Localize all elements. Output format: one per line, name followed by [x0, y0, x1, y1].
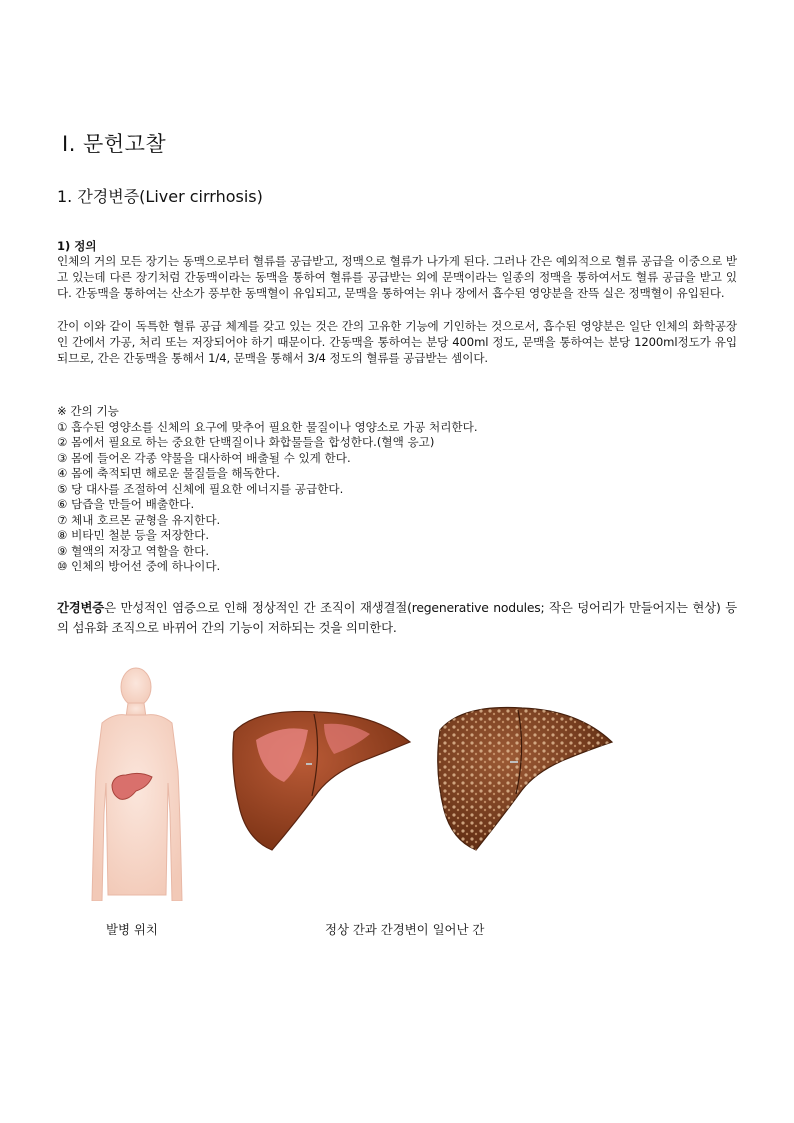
function-item: ⑥ 담즙을 만들어 배출한다. [57, 497, 195, 511]
function-item: ⑤ 당 대사를 조절하여 신체에 필요한 에너지를 공급한다. [57, 481, 344, 496]
figure-caption-location: 발병 위치 [106, 922, 158, 937]
function-item: ⑩ 인체의 방어선 중에 하나이다. [57, 559, 221, 573]
function-item: ⑨ 혈액의 저장고 역할을 한다. [57, 543, 210, 558]
figure-caption-comparison: 정상 간과 간경변이 일어난 간 [325, 922, 485, 937]
definition-term: 간경변증 [57, 600, 105, 615]
function-item: ③ 몸에 들어온 각종 약물을 대사하여 배출될 수 있게 한다. [57, 450, 351, 465]
body-liver-location-figure [78, 663, 190, 901]
definition-text: 은 만성적인 염증으로 인해 정상적인 간 조직이 재생결절(regenerative nodules; 작은 덩어리가 만들어지는 현상) 등의 섬유화 조직으로 바뀌어 간의 기능이 저하되는 것을 의미한다. [57, 600, 737, 635]
cirrhosis-definition [57, 598, 737, 638]
paragraph-blood-supply: 인체의 거의 모든 장기는 동맥으로부터 혈류를 공급받고, 정맥으로 혈류가 나가게 된다. 그러나 간은 예외적으로 혈류 공급을 이중으로 받고 있는데 다른 장기처럼 간동맥이라는 동맥을 통하여 혈류를 공급받는 외에 문맥이라는 일종의 정맥을 통하여서도 혈류 공급을 받고 있다. 간동맥을 통하여는 산소가 풍부한 동맥혈이 유입되고, 문맥을 통하여는 위나 장에서 흡수된 영양분을 잔뜩 실은 정맥혈이 유입된다. [57, 254, 737, 300]
paragraph-blood-ratio: 간이 이와 같이 독특한 혈류 공급 체계를 갖고 있는 것은 간의 고유한 기능에 기인하는 것으로서, 흡수된 영양분은 일단 인체의 화학공장인 간에서 가공, 처리 또는 저장되어야 하기 때문이다. 간동맥을 통하여는 분당 400ml 정도, 문맥을 통하여는 분당 1200ml정도가 유입되므로, 간은 간동맥을 통해서 1/4, 문맥을 통해서 3/4 정도의 혈류를 공급받는 셈이다. [57, 319, 737, 365]
function-item: ④ 몸에 축적되면 해로운 물질들을 해독한다. [57, 466, 280, 480]
normal-liver-image [233, 711, 410, 850]
functions-heading: ※ 간의 기능 [57, 404, 119, 418]
function-item: ⑦ 체내 호르몬 균형을 유지한다. [57, 512, 221, 527]
section-title: 1. 간경변증(Liver cirrhosis) [57, 187, 263, 206]
normal-vs-cirrhosis-figure [226, 700, 618, 870]
function-item: ⑧ 비타민 철분 등을 저장한다. [57, 528, 210, 542]
cirrhotic-liver-image [438, 707, 612, 850]
chapter-title: Ⅰ. 문헌고찰 [62, 132, 167, 156]
subsection-title: 1) 정의 [57, 239, 97, 253]
function-item: ① 흡수된 영양소를 신체의 요구에 맞추어 필요한 물질이나 영양소로 가공 처리한다. [57, 419, 478, 434]
function-item: ② 몸에서 필요로 하는 중요한 단백질이나 화합물들을 합성한다.(혈액 응고) [57, 435, 435, 449]
liver-functions-list [57, 404, 478, 575]
